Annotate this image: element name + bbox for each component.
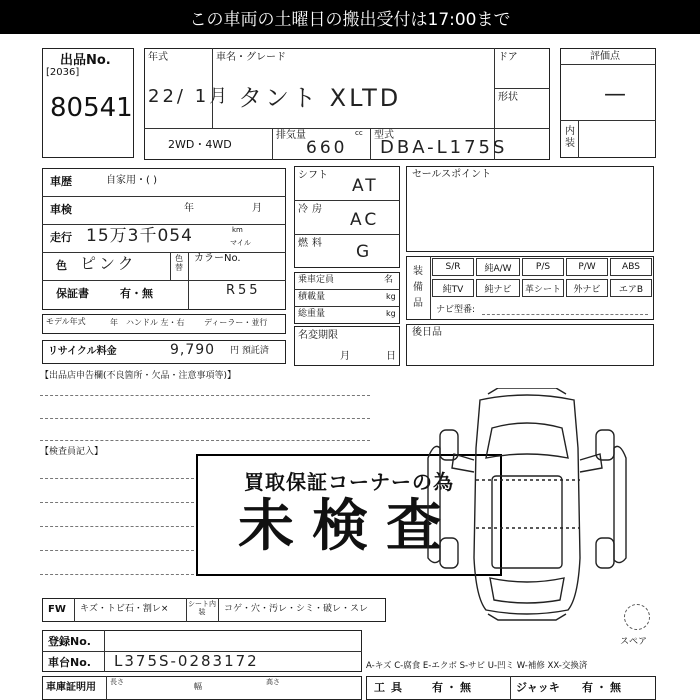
lot-number: 80541 <box>50 93 133 123</box>
mileage-label: 走行 <box>50 231 72 244</box>
model-type-label: 型式 <box>374 130 394 141</box>
name-change-label: 名変期限 <box>298 330 338 341</box>
right-side-panel <box>614 446 626 562</box>
left-mirror <box>452 454 474 472</box>
fuel-value: G <box>356 242 373 262</box>
rear-bumper <box>488 614 566 620</box>
recycle-value: 9,790 <box>170 342 216 358</box>
color-value: ピンク <box>80 254 137 273</box>
sales-point-label: セールスポイント <box>412 169 492 180</box>
cert-label: 車庫証明用 <box>46 682 96 693</box>
model-value: タント XLTD <box>238 84 402 112</box>
mileage-value: 15万3千054 <box>86 226 193 246</box>
seat-value: コゲ・穴・汚レ・シミ・破レ・スレ <box>224 604 369 614</box>
model-type-value: DBA-L175S <box>380 137 508 158</box>
shift-value: AT <box>352 176 379 196</box>
top-banner <box>0 0 700 34</box>
right-mirror <box>580 454 602 472</box>
windshield <box>486 423 568 458</box>
equip-cell-pw: P/W <box>566 258 608 276</box>
capacity-label: 乗車定員 <box>298 275 335 285</box>
year-value: 22/ 1月 <box>148 86 231 107</box>
drive-label: 2WD・4WD <box>168 138 232 151</box>
banner-text: この車両の土曜日の搬出受付は17:00まで <box>189 9 511 30</box>
spare-tire-icon <box>624 604 650 630</box>
displacement-value: 660 <box>306 138 348 158</box>
aircon-value: AC <box>350 210 380 230</box>
equipment-label: 装備品 <box>413 266 423 309</box>
load-unit: kg <box>386 292 396 301</box>
chassis-no-value: L375S-0283172 <box>114 652 259 670</box>
inspection-month: 月 <box>252 203 262 214</box>
weight-label: 総重量 <box>298 309 326 319</box>
cert-height: 高さ <box>266 678 280 686</box>
rear-left-wheel <box>440 538 458 568</box>
reg-no-label: 登録No. <box>48 635 91 648</box>
name-change-month: 月 <box>340 351 350 362</box>
stamp-line2: 未検査 <box>238 494 460 559</box>
front-left-wheel <box>440 430 458 460</box>
aircon-label: 冷房 <box>298 204 326 215</box>
equip-cell-abs: ABS <box>610 258 652 276</box>
fw-value: キズ・トビ石・割レ× <box>80 604 169 614</box>
equip-cell-ps: P/S <box>522 258 564 276</box>
recycle-label: リサイクル料金 <box>48 346 117 357</box>
spare-label: スペア <box>620 637 648 647</box>
tools-value: 有・無 <box>432 681 474 694</box>
delivery-box <box>406 324 654 366</box>
name-change-day: 日 <box>386 351 396 362</box>
model-label: 車名・グレード <box>216 52 286 63</box>
score-label: 評価点 <box>590 51 620 62</box>
roof <box>492 476 562 568</box>
color-no-value: R55 <box>226 283 261 298</box>
equip-cell-sr: S/R <box>432 258 474 276</box>
rear-right-wheel <box>596 538 614 568</box>
equip-cell-leather: 革シート <box>522 279 564 297</box>
score-value: — <box>604 82 629 107</box>
stamp-line1: 買取保証コーナーの為 <box>244 470 454 494</box>
year-label: 年式 <box>148 52 168 63</box>
shape-label: 形状 <box>498 92 518 103</box>
cert-length: 長さ <box>110 678 124 686</box>
equip-cell-ext-navi: 外ナビ <box>566 279 608 297</box>
cert-width: 幅 <box>194 682 202 691</box>
mileage-unit-km: km <box>232 226 243 234</box>
damage-legend: A-キズ C-腐食 E-エクボ S-サビ U-凹ミ W-補修 XX-交換済 <box>366 661 588 671</box>
warranty-label: 保証書 <box>56 287 89 300</box>
fuel-label: 燃料 <box>298 238 326 249</box>
navi-model-label: ナビ型番: <box>436 305 476 315</box>
fw-label: FW <box>48 604 66 615</box>
door-label: ドア <box>498 52 518 63</box>
recycle-unit: 円 預託済 <box>230 346 269 356</box>
lot-prefix: [2036] <box>46 67 80 78</box>
color-label: 色 <box>56 259 67 272</box>
capacity-unit: 名 <box>384 275 394 285</box>
warranty-value: 有・無 <box>120 287 153 300</box>
tools-label: 工具 <box>374 681 408 694</box>
left-side-panel <box>428 446 440 562</box>
seller-notes-label: 【出品店申告欄(不良箇所・欠品・注意事項等)】 <box>40 371 237 381</box>
lot-label: 出品No. <box>60 53 111 68</box>
jack-label: ジャッキ <box>516 681 560 694</box>
model-year-handle: ハンドル 左・右 <box>126 318 185 327</box>
equip-cell-airbag: エアB <box>610 279 652 297</box>
weight-unit: kg <box>386 309 396 318</box>
interior-label: 内装 <box>565 126 575 149</box>
equip-cell-navi: 純ナビ <box>476 279 520 297</box>
displacement-label: 排気量 <box>276 130 306 141</box>
inspection-year: 年 <box>184 203 194 214</box>
history-value: 自家用・( ) <box>106 175 157 186</box>
front-bumper <box>488 388 566 394</box>
model-year-label: モデル年式 <box>46 317 86 326</box>
color-change-label: 色替 <box>175 254 183 272</box>
delivery-label: 後日品 <box>412 327 442 338</box>
equip-cell-tv: 純TV <box>432 279 474 297</box>
shift-label: シフト <box>298 170 328 181</box>
inspection-label: 車検 <box>50 203 72 216</box>
load-label: 積載量 <box>298 292 326 302</box>
inspector-notes-label: 【検査員記入】 <box>40 447 104 457</box>
front-right-wheel <box>596 430 614 460</box>
equip-cell-aw: 純A/W <box>476 258 520 276</box>
model-year-year: 年 <box>110 318 118 327</box>
mileage-unit-mile: マイル <box>230 239 251 247</box>
car-damage-diagram <box>418 388 636 622</box>
spec-box <box>294 166 400 268</box>
jack-value: 有・無 <box>582 681 624 694</box>
displacement-unit: cc <box>355 129 363 137</box>
chassis-no-label: 車台No. <box>48 656 91 669</box>
history-label: 車歴 <box>50 175 72 188</box>
seat-label: シート内装 <box>188 600 216 616</box>
model-year-dealer: ディーラー・並行 <box>204 318 268 327</box>
rear-window <box>490 578 564 603</box>
color-no-label: カラーNo. <box>194 253 241 264</box>
